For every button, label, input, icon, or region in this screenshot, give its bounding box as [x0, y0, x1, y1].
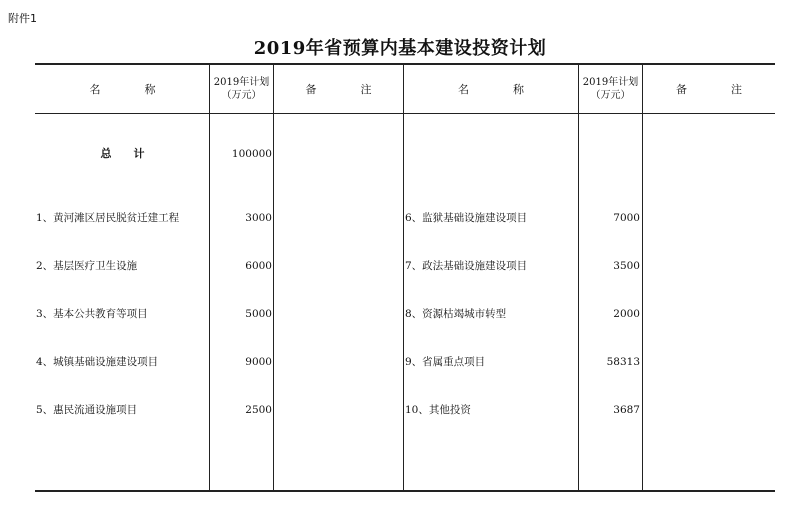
item-value: 6000 — [245, 260, 272, 272]
header-plan-line1: 2019年计划 — [582, 76, 639, 88]
item-name: 8、资源枯竭城市转型 — [405, 308, 507, 320]
header-note-text: 备 注 — [676, 82, 742, 96]
total-label: 总 计 — [100, 147, 145, 160]
item-value: 3000 — [245, 212, 272, 224]
header-plan-line2: （万元） — [221, 89, 262, 101]
header-name-text: 名 称 — [89, 82, 156, 96]
header-name-text: 名 称 — [458, 82, 524, 96]
header-divider — [35, 113, 775, 114]
item-name: 3、基本公共教育等项目 — [36, 308, 148, 320]
header-plan-line2: （万元） — [590, 89, 631, 101]
item-value: 2500 — [245, 404, 272, 416]
header-note-right — [643, 64, 775, 113]
table-bottom-border — [35, 490, 775, 492]
header-plan-right — [579, 64, 642, 113]
item-name: 7、政法基础设施建设项目 — [405, 260, 528, 272]
column-divider — [209, 64, 210, 491]
header-plan-line1: 2019年计划 — [213, 76, 270, 88]
item-name: 9、省属重点项目 — [405, 356, 486, 368]
column-divider — [273, 64, 274, 491]
attachment-label: 附件1 — [8, 12, 37, 25]
item-value: 3500 — [613, 260, 640, 272]
item-name: 10、其他投资 — [405, 404, 471, 416]
item-value: 7000 — [613, 212, 640, 224]
page-title: 2019年省预算内基本建设投资计划 — [253, 38, 547, 59]
item-name: 2、基层医疗卫生设施 — [36, 260, 138, 272]
column-divider — [578, 64, 579, 491]
item-name: 1、黄河滩区居民脱贫迁建工程 — [36, 212, 180, 224]
item-value: 9000 — [245, 356, 272, 368]
column-divider — [642, 64, 643, 491]
header-note-left — [274, 64, 403, 113]
item-name: 5、惠民流通设施项目 — [36, 404, 138, 416]
header-note-text: 备 注 — [305, 82, 372, 96]
header-name-right — [404, 64, 578, 113]
total-value: 100000 — [231, 148, 272, 160]
item-value: 3687 — [613, 404, 640, 416]
item-name: 6、监狱基础设施建设项目 — [405, 212, 528, 224]
item-value: 58313 — [606, 356, 640, 368]
column-divider — [403, 64, 404, 491]
item-name: 4、城镇基础设施建设项目 — [36, 356, 159, 368]
item-value: 5000 — [245, 308, 272, 320]
header-name-left — [36, 64, 209, 113]
header-plan-left — [210, 64, 273, 113]
item-value: 2000 — [613, 308, 640, 320]
